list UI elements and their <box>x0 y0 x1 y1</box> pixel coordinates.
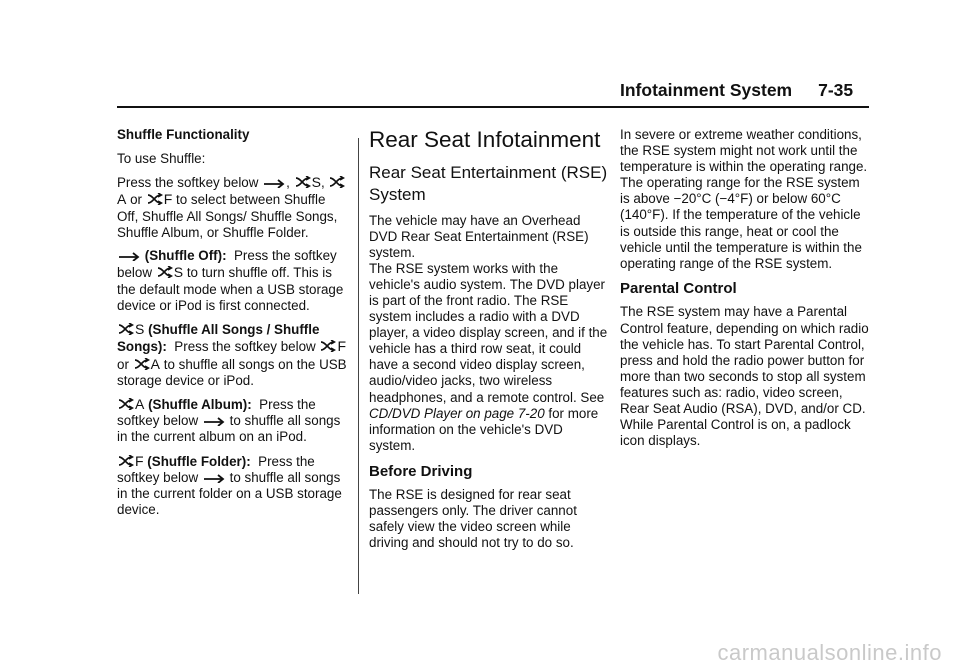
section-heading: Rear Seat Infotainment <box>369 127 601 152</box>
column-left <box>117 127 349 526</box>
shuffle-off-icon <box>203 414 225 426</box>
shuffle-off-icon <box>118 249 140 261</box>
column-middle <box>369 127 609 558</box>
shuffle-icon <box>118 323 134 335</box>
subsection-heading: Rear Seat Entertainment (RSE) System <box>369 162 608 204</box>
shuffle-icon <box>118 398 134 410</box>
shuffle-select-paragraph: Press the softkey below , S, A or F to select between Shuffle Off, Shuffle All Songs/ Shuffle Songs, Shuffle Album, or Shuffle Folder. <box>117 174 349 240</box>
rse-intro: The vehicle may have an Overhead DVD Rear Seat Entertainment (RSE) system. <box>369 212 589 260</box>
section-title: Infotainment System <box>620 80 793 100</box>
shuffle-intro: To use Shuffle: <box>117 150 206 166</box>
shuffle-icon <box>118 455 134 467</box>
shuffle-icon <box>329 176 345 188</box>
page-number: 7-35 <box>818 80 854 100</box>
shuffle-off-paragraph: (Shuffle Off): Press the softkey below S to turn shuffle off. This is the default mode when a USB storage device or iPod is first connected. <box>117 248 344 313</box>
shuffle-heading: Shuffle Functionality <box>117 127 250 142</box>
parental-control-heading: Parental Control <box>620 280 737 298</box>
shuffle-icon <box>295 176 311 188</box>
shuffle-folder-paragraph: F (Shuffle Folder): Press the softkey below to shuffle all songs in the current folder on a USB storage device. <box>117 453 342 518</box>
shuffle-icon <box>320 340 336 352</box>
rse-description: The RSE system works with the vehicle's audio system. The DVD player is part of the front radio. The RSE system includes a radio with a DVD player, a video display screen, and if the vehicle has a third row seat, it could have a second video display screen, audio/video jacks, two wireless headphones, and a remote control. See CD/DVD Player on page 7-20 for more information on the vehicle's DVD system. <box>369 260 608 453</box>
shuffle-all-paragraph: S (Shuffle All Songs / Shuffle Songs): Press the softkey below F or A to shuffle all songs on the USB storage device or iPod. <box>117 321 347 388</box>
shuffle-icon <box>157 266 173 278</box>
before-driving-text: The RSE is designed for rear seat passengers only. The driver cannot safely view the video screen while driving and should not try to do so. <box>369 486 577 550</box>
column-divider <box>358 138 359 594</box>
column-right <box>620 127 870 457</box>
page-header <box>620 80 853 101</box>
header-rule <box>117 106 869 108</box>
shuffle-icon <box>147 193 163 205</box>
shuffle-icon <box>134 358 150 370</box>
shuffle-off-icon <box>263 176 285 188</box>
cross-reference-link[interactable]: CD/DVD Player on page 7-20 <box>369 405 545 421</box>
weather-paragraph: In severe or extreme weather conditions, the RSE system might not work until the temperature is within the operating range. The operating range for the RSE system is above −20°C (−4°F) or below 60°C (140°F). If the temperature of the vehicle is outside this range, heat or cool the vehicle until the temperature is within the operating range of the RSE system. <box>620 127 868 271</box>
watermark: carmanualsonline.info <box>717 640 942 665</box>
before-driving-heading: Before Driving <box>369 462 473 480</box>
parental-control-text: The RSE system may have a Parental Control feature, depending on which radio the vehicle has. To start Parental Control, press and hold the radio power button for more than two seconds to stop all system features such as: radio, video screen, Rear Seat Audio (RSA), DVD, and/or CD. While Parental Control is on, a padlock icon displays. <box>620 304 869 449</box>
shuffle-album-paragraph: A (Shuffle Album): Press the softkey below to shuffle all songs in the current album on an iPod. <box>117 396 341 445</box>
shuffle-off-icon <box>203 471 225 483</box>
